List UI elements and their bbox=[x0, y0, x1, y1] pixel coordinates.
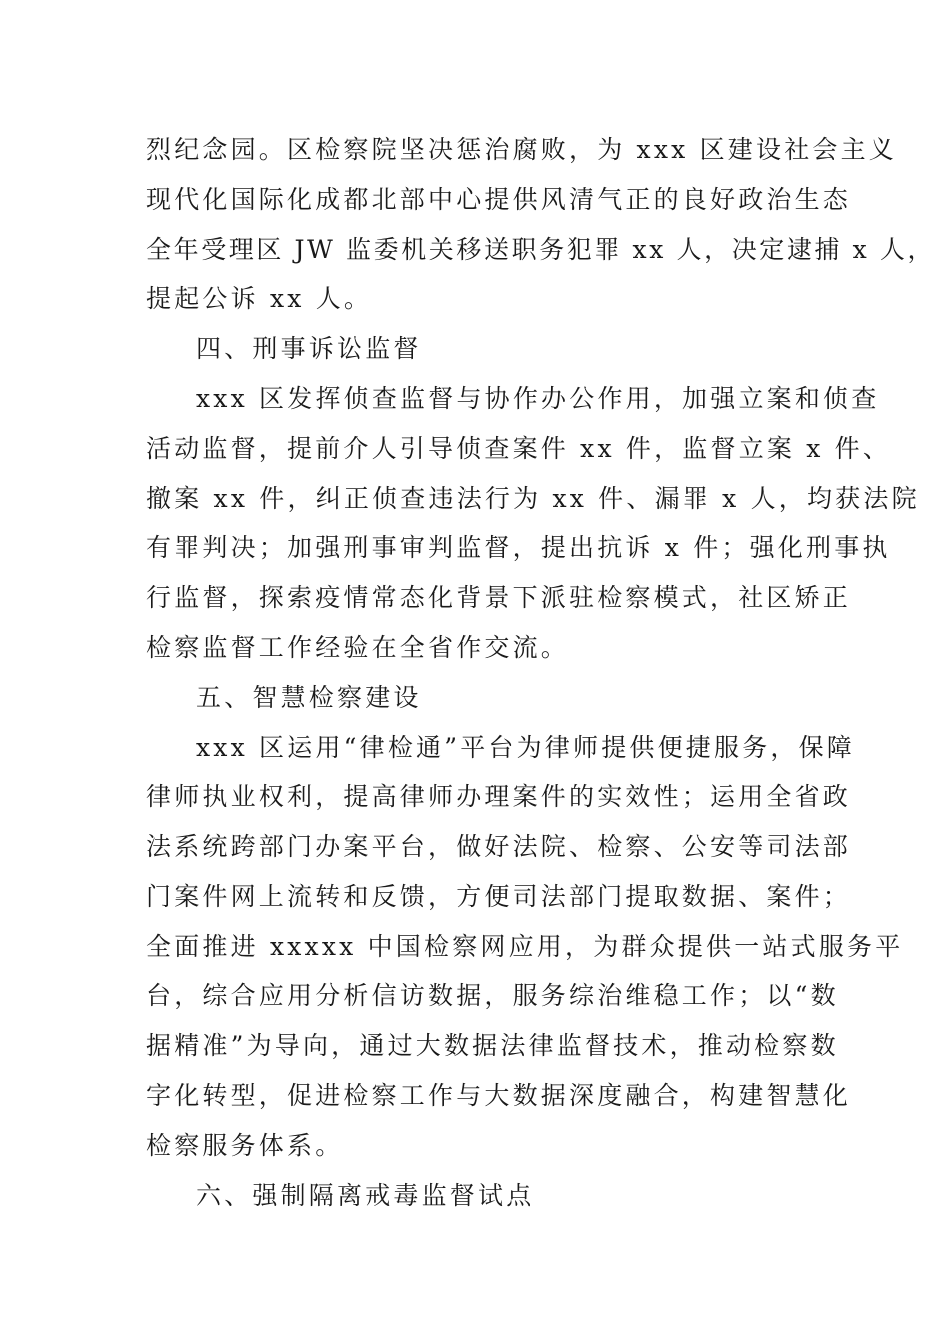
section-heading: 六、强制隔离戒毒监督试点 bbox=[196, 1181, 535, 1210]
paragraph-line: 撤案 xx 件，纠正侦查违法行为 xx 件、漏罪 x 人，均获法院 bbox=[146, 484, 920, 513]
paragraph-line: 台，综合应用分析信访数据，服务综治维稳工作；以“数 bbox=[146, 981, 839, 1010]
paragraph-line: 活动监督，提前介人引导侦查案件 xx 件，监督立案 x 件、 bbox=[146, 434, 892, 463]
paragraph-line: 全面推进 xxxxx 中国检察网应用，为群众提供一站式服务平 bbox=[146, 932, 904, 961]
paragraph-line: 有罪判决；加强刑事审判监督，提出抗诉 x 件；强化刑事执 bbox=[146, 533, 891, 562]
paragraph-line: 律师执业权利，提高律师办理案件的实效性；运用全省政 bbox=[146, 782, 852, 811]
section-heading: 五、智慧检察建设 bbox=[196, 683, 422, 712]
paragraph-line: 全年受理区 JW 监委机关移送职务犯罪 xx 人，决定逮捕 x 人， bbox=[146, 235, 936, 264]
paragraph-line: 烈纪念园。区检察院坚决惩治腐败，为 xxx 区建设社会主义 bbox=[146, 135, 897, 164]
paragraph-line: xxx 区运用“律检通”平台为律师提供便捷服务，保障 bbox=[196, 733, 856, 762]
paragraph-line: xxx 区发挥侦查监督与协作办公作用，加强立案和侦查 bbox=[196, 384, 880, 413]
paragraph-line: 法系统跨部门办案平台，做好法院、检察、公安等司法部 bbox=[146, 832, 852, 861]
paragraph-line: 检察服务体系。 bbox=[146, 1131, 344, 1160]
paragraph-line: 提起公诉 xx 人。 bbox=[146, 284, 373, 313]
paragraph-line: 字化转型，促进检察工作与大数据深度融合，构建智慧化 bbox=[146, 1081, 852, 1110]
paragraph-line: 据精准”为导向，通过大数据法律监督技术，推动检察数 bbox=[146, 1031, 839, 1060]
paragraph-line: 检察监督工作经验在全省作交流。 bbox=[146, 633, 570, 662]
paragraph-line: 现代化国际化成都北部中心提供风清气正的良好政治生态 bbox=[146, 185, 852, 214]
paragraph-line: 行监督，探索疫情常态化背景下派驻检察模式，社区矫正 bbox=[146, 583, 852, 612]
paragraph-line: 门案件网上流转和反馈，方便司法部门提取数据、案件； bbox=[146, 882, 852, 911]
section-heading: 四、刑事诉讼监督 bbox=[196, 334, 422, 363]
